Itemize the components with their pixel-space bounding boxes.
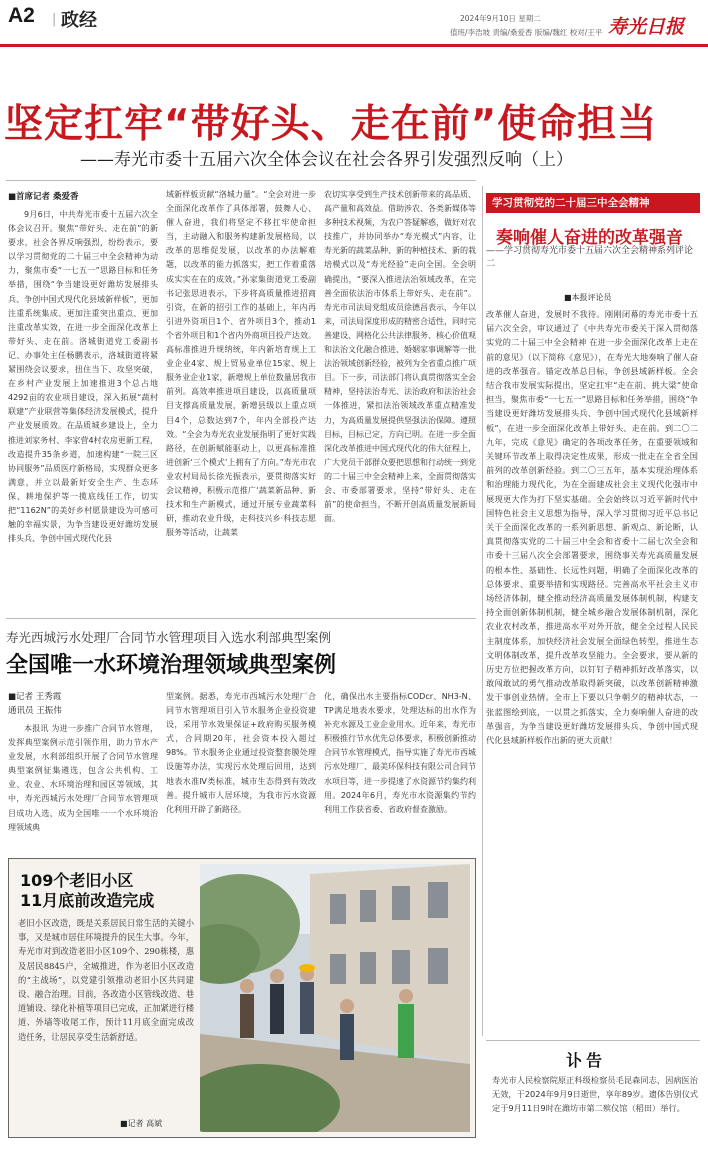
editor-credits: 值班/李浩坡 责编/桑爱香 版编/魏红 校对/王平 — [450, 28, 603, 37]
photo-box-text: 老旧小区改造，既是关系居民日常生活的关键小事，又是城市居住环境提升的民生大事。今年，寿光市对到改造老旧小区109个、290栋楼，惠及居民8845户，全城推进，作为老旧小区改造的“主战场”，以党建引领推动老旧小区共同建设、融合治理。目前，各改造小区管线改造、巷道铺设、绿化补植等项目已完成，正加紧进行楼道、外墙等收尾工作，预计11月底全面完成改造任务，让居民享受生活新舒适。 — [18, 918, 194, 1042]
newspaper-logo: 寿光日报 — [608, 16, 685, 38]
commentary-title: 奏响催人奋进的改革强音 — [496, 228, 683, 248]
lead-column-3: 农切实享受到生产技术创新带来的高品质、高产量和高效益。借助涉农、各类新媒体等多种技术视频，为农户答疑解惑，做好对农技推广，并协同举办“寿光模式”内容，让寿光新的蔬菜品种、新的种植技术、新的栽培模式以及“寿光经验”走向全国。全会明确提出，“要深入推进法治领域改革，在完善全面依法治市体系上带好头、走在前”。寿光市司法局党组成员徐德昌表示，今年以来，司法局深度形成的精密合适性，同时完善建设、网格化公共法律服务、核心价值观和法治文化融合推进、婚姻家事调解等一批法治领域创新经验，被列为全省重点推广项目。下一步，司法部门将认真贯彻落实全会精神，坚持法治寿光、法治政府和法治社会一体推进，紧扣法治领域改革重点精准发力，为高质量发展提供坚强法治保障。遵照目标，目标已定，方向已明。在进一步全面深化改革推进中国式现代化的伟大征程上，广大党员干部群众要把思想和行动统一到党的二十届三中全会精神上来，全面贯彻落实会、市委部署要求，坚持“带好头、走在前”的使命担当，不断开创高质量发展新局面。 — [324, 190, 476, 524]
middle-column-2: 型案例。据悉，寿光市西城污水处理厂合同节水管理项目引入节水服务企业投资建设，采用节水效果保证+政府购买服务模式，合同期20年，社会资本投入超过98%。节水服务企业通过投资整套膜处理设施等办法，实现污水处理后回用，达到地表水准Ⅳ类标准，城市生态得到有效改善。提升城市人居环境，为我市污水资源化利用开辟了新路径。 — [166, 692, 316, 814]
construction-photo — [200, 864, 470, 1132]
obituary-text: 寿光市人民检察院原正科级检察员毛昆森同志，因病医治无效，于2024年9月9日逝世，享年89岁。遗体告别仪式定于9月11日9时在潍坊市第二殡仪馆（稻田）举行。 — [492, 1075, 698, 1113]
notice-divider — [486, 1040, 700, 1041]
commentary-body: 改革催人奋进，发展时不我待。刚刚闭幕的寿光市委十五届六次全会，审议通过了《中共寿光市委关于深入贯彻落实党的二十届三中全会精神 在进一步全面深化改革上走在前的意见》（以下简称《意见》），在寿光大地奏响了催人奋进的改革强音。锚定改革总目标，争创县域新样板。全会结合我市发展实际提出，坚定扛牢“走在前、挑大梁”使命担当，聚焦市委“一七五一”思路目标和任务举措，围绕“争当建设更好潍坊发展排头兵、争创中国式现代化县域新样板”，在进一步全面深化改革上带好头、走在前。到二〇二九年，完成《意见》确定的各项改革任务，在重要领域和关键环节改革上取得决定性成果，形成一批走在全省全国前列的改革创新经验。到二〇三五年，基本实现治理体系和治理能力现代化，为在全面建成社会主义现代化强市中展现更大作为打下坚实基础。全会始终以习近平新时代中国特色社会主义思想为指导，深入学习贯彻习近平总书记关于全面深化改革的一系列新思想、新观点、新论断，认真贯彻落实党的二十届三中全会和省委十二届七次全会和市委十三届八次全会部署要求，围绕事关寿光高质量发展的根本性、基础性、长远性问题，明确了全面深化改革的总体要求、重要举措和实现路径。完善高水平社会主义市场经济体制，健全推动经济高质量发展体制机制，构建支持全面创新体制机制，健全城乡融合发展体制机制，深化农业农村改革，推进高水平对外开放，健全全过程人民民主制度体系，加快经济社会发展全面绿色转型，推进生态文明体制改革，提升改革攻坚能力。全会要求，要从新的历史方位把握改革方向，以钉钉子精神抓好改革落实，以敢闯敢试的勇气推动改革取得新突破，以改革创新精神激发干事创业热情。全市上下要以只争朝夕的精神状态，一张蓝图绘到底，一以贯之抓落实，全力奏响催人奋进的改革强音，为争当建设更好潍坊发展排头兵、争创中国式现代化县域新样板作出新的更大贡献！ — [486, 309, 698, 746]
commentary-author: ■本报评论员 — [564, 293, 612, 302]
header-rule — [0, 44, 708, 47]
lead-divider — [6, 180, 476, 181]
issue-date: 2024年9月10日 星期二 — [460, 14, 541, 23]
middle-divider — [6, 618, 476, 619]
photo-box-title-line2: 11月底前改造完成 — [20, 891, 155, 910]
middle-headline: 全国唯一水环境治理领域典型案例 — [6, 653, 337, 678]
lead-headline: 坚定扛牢“带好头、走在前”使命担当 — [4, 102, 658, 147]
lead-subheadline: ——寿光市委十五届六次全体会议在社会各界引发强烈反响（上） — [80, 150, 573, 170]
middle-kicker: 寿光西城污水处理厂合同节水管理项目入选水利部典型案例 — [6, 630, 332, 645]
photo-box-title-line1: 109个老旧小区 — [20, 871, 134, 890]
lead-column-2: 域新样板贡献“洛城力量”。“全会对进一步全面深化改革作了具体部署，鼓舞人心、催人奋进，我们将坚定不移扛牢使命担当，主动融入和服务构建新发展格局，以改革的思维促发展，以改革的办法解难题，以改革的能力抓落实，把工作着重落成实实在在的成效。”孙家集街道党工委副书记张思进表示，下步将高质量推进招商引资，在新的招引工作的基础上，年内再引进外资项目1个、省外项目3个，推动1个省外项目和1个省内外商项目投产达效。高标准推进升规纳统，年内新培育规上工业企业4家、规上贸易业单位15家、规上服务业企业1家，新增规上单位数量居我市前列。高效率推进项目建设，以高质量项目支撑高质量发展，新增县级以上重点项目4个，总数达到7个，年内全部投产达效。“全会为寿光农业发展指明了更好实践路径，在创新赋能驱动上，以更高标准推进创新‘三个模式’上拥有了方向。”寿光市农业农村局局长徐光振表示，要贯彻落实好会议精神，积极示范推广‘蔬菜新品种、新技术和生产新模式，通过开展专业蔬菜科研，推动农业升级，走科技兴乡·科技志愿服务等活动，让蔬菜 — [166, 190, 316, 538]
middle-byline-correspondent: 通讯员 王振伟 — [8, 706, 62, 716]
page-number: A2 — [8, 4, 35, 27]
commentary-banner: 学习贯彻党的二十届三中全会精神 — [486, 193, 700, 213]
lead-column-1: 9月6日，中共寿光市委十五届六次全体会议召开。聚焦“带好头、走在前”的新要求，社会各界反响强烈，纷纷表示，要以学习贯彻党的二十届三中全会精神为动力，聚焦市委“一七五一”思路目标和任务举措，围绕“争当建设更好潍坊发展排头兵、争创中国式现代化县域新样板”，更加注重系统集成、更加注重突出重点、更加注重改革实效，在进一步全面深化改革上带好头、走在前。洛城街道党工委副书记、办事处主任杨鹏表示，洛城街道将紧紧围绕会议要求，扭住当下、攻坚突破，在乡村产业发展上加速推进3个总占地4292亩的农业项目建设，深入拓展“蔬村联建”产业联营等集体经济发展模式，提升产业发展质效。在品质城乡建设上，全力推进刘家务村、李家营4村农房更新工程，改造提升35条乡道，加速构建“一院三区 协同服务”品质医疗新格局，实现群众更多满意，并立以最新好安全生产、生态环保、耕地保护等一揽底线任工作，切实把“1162N”的美好乡村愿景建设为可感可触的幸福实景，为争当建设更好潍坊发展排头兵、争创中国式现代化县 — [8, 210, 158, 544]
middle-byline-reporter: ■记者 王秀霞 — [8, 692, 62, 702]
obituary-title: 讣告 — [566, 1051, 607, 1070]
commentary-subtitle: ——学习贯彻寿光市委十五届六次全会精神系列评论二 — [486, 246, 694, 269]
column-divider — [482, 186, 483, 1036]
header-separator: | — [52, 12, 57, 27]
photo-box-credit: ■记者 高斌 — [120, 1119, 163, 1128]
section-name: 政经 — [61, 10, 97, 31]
lead-byline: ■首席记者 桑爱香 — [8, 192, 79, 202]
middle-column-3: 化，确保出水主要指标CODcr、NH3-N、TP满足地表水要求，处理达标的出水作为补充水源及工业企业用水。近年来，寿光市积极推行节水优先总体要求，积极创新推动合同节水管理模式，指导实施了寿光市西城污水处理厂、最美环保科技有限公司合同节水项目等，进一步提速了水资源节约集约利用。2024年6月，寿光市水资源集约节约利用工作获省委、省政府督查激励。 — [324, 692, 476, 814]
middle-column-1: 本报讯 为进一步推广合同节水管理，发挥典型案例示范引领作用，助力节水产业发展，水利部组织开展了合同节水管理典型案例征集遴选，包含公共机构、工业、农业、水环境治理和园区等领域，其中，寿光西城污水处理厂合同节水管理项目成功入选，成为全国唯一一个水环境治理领域典 — [8, 724, 158, 832]
